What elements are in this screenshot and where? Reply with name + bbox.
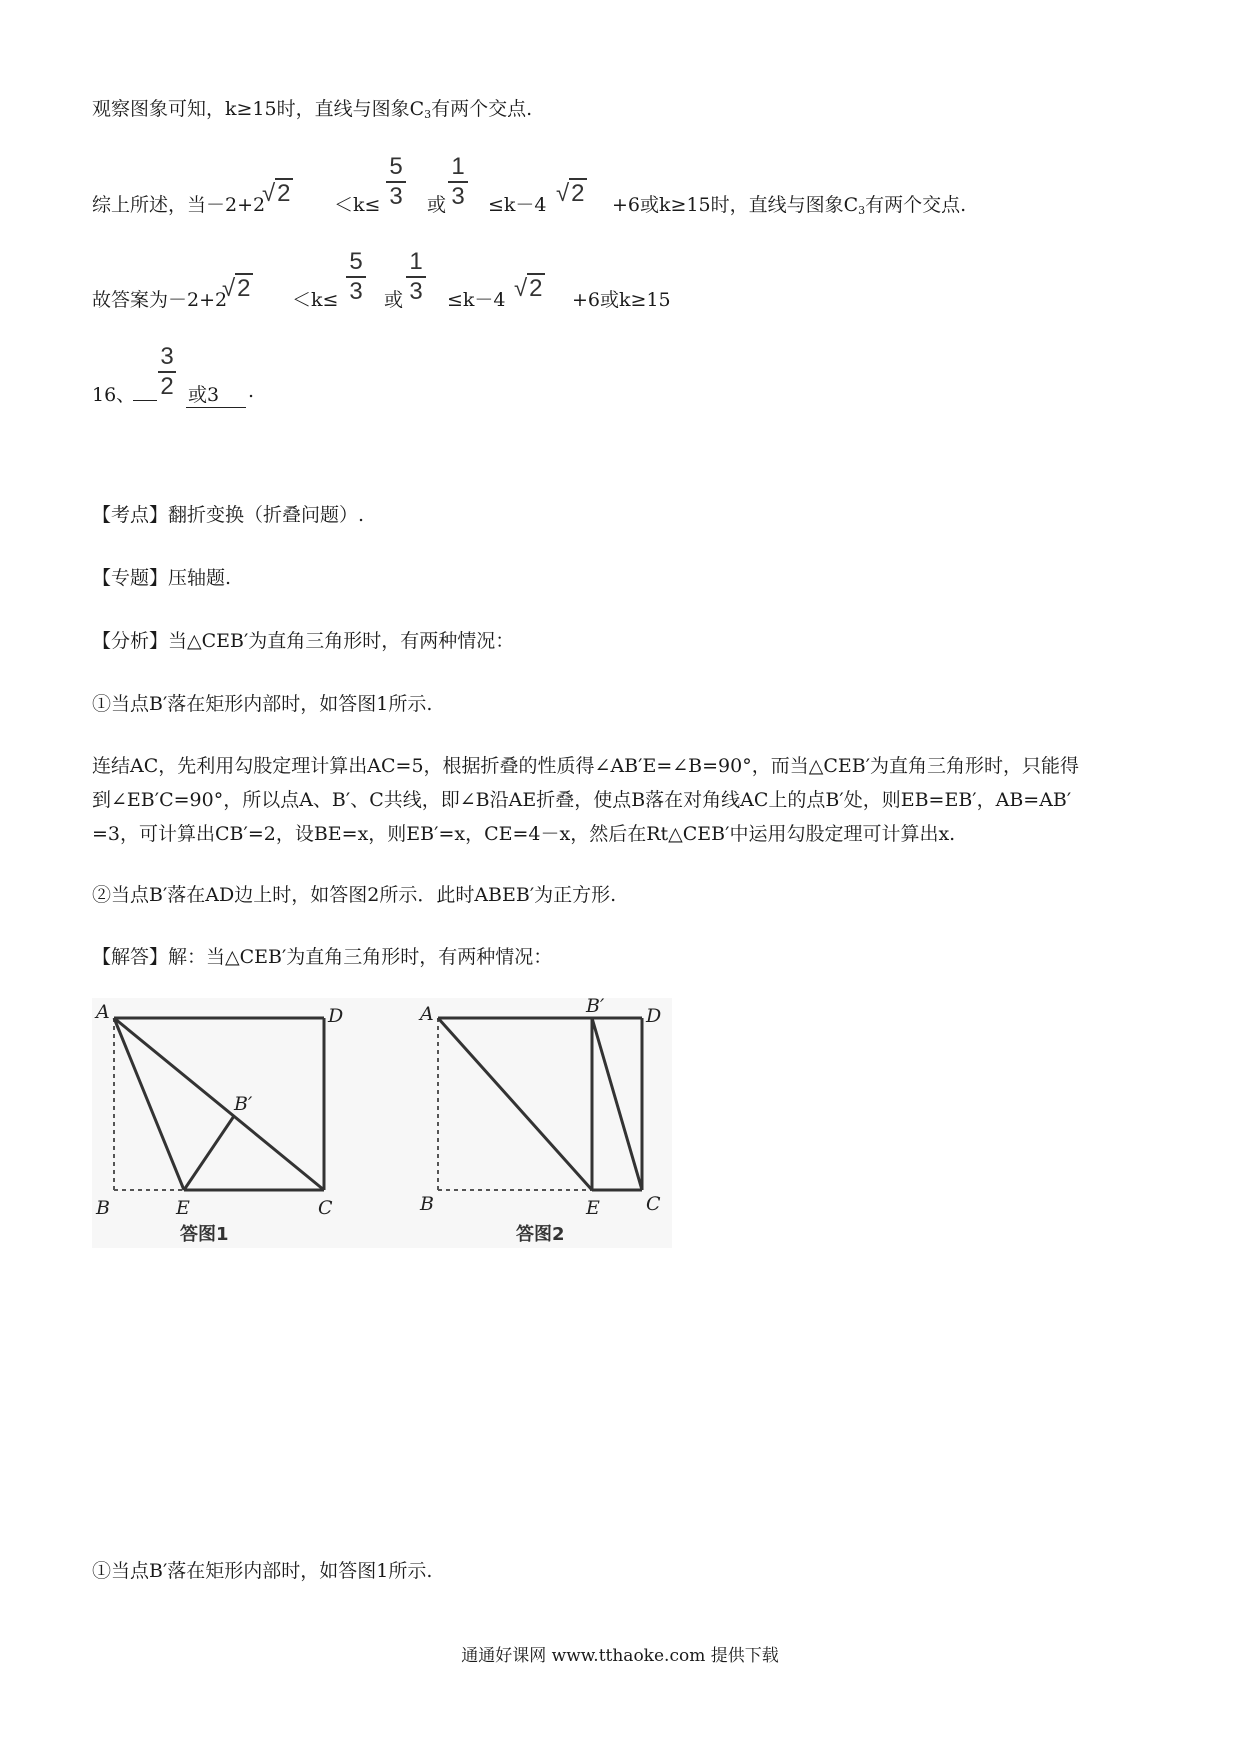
frac-den: 2 xyxy=(160,372,174,400)
answer-fraction-1 xyxy=(346,250,366,304)
fig2-label-C: C xyxy=(646,1193,661,1215)
fig2-label-D: D xyxy=(646,1005,662,1027)
case1-repeat-line: ①当点B′落在矩形内部时，如答图1所示. xyxy=(92,1560,433,1582)
fig2-label-Bprime: B′ xyxy=(586,998,605,1017)
answer-sqrt-value: 2 xyxy=(237,275,251,302)
answer-fraction-2 xyxy=(406,250,426,304)
fig1-label-B: B xyxy=(96,1197,110,1219)
page-footer: 通通好课网 www.tthaoke.com 提供下载 xyxy=(461,1646,779,1666)
frac-num: 1 xyxy=(451,153,465,180)
summary-le-k-minus: ≤k－4 xyxy=(488,194,547,216)
analysis-paragraph-line3: =3，可计算出CB′=2，设BE=x，则EB′=x，CE=4－x，然后在Rt△CEB′中运用勾股定理可计算出x. xyxy=(92,823,956,845)
summary-end: 有两个交点. xyxy=(865,194,967,216)
observe-tail: 有两个交点. xyxy=(431,98,533,120)
fig2-caption: 答图2 xyxy=(516,1224,565,1245)
summary-fraction-2 xyxy=(448,155,468,209)
jieda-line: 【解答】解：当△CEB′为直角三角形时，有两种情况： xyxy=(92,946,553,968)
case1-line: ①当点B′落在矩形内部时，如答图1所示. xyxy=(92,693,433,715)
answer-prefix: 故答案为－2+2 xyxy=(92,289,228,311)
q16-fraction xyxy=(158,345,176,399)
answer-sqrt: √2 xyxy=(222,275,251,302)
zhuanti-line: 【专题】压轴题. xyxy=(92,567,232,589)
kaodian-line: 【考点】翻折变换（折叠问题）. xyxy=(92,504,365,526)
analysis-paragraph-line2: 到∠EB′C=90°，所以点A、B′、C共线，即∠B沿AE折叠，使点B落在对角线AC上的点B′处，则EB=EB′，AB=AB′ xyxy=(92,789,1072,811)
frac-den: 3 xyxy=(389,182,403,210)
fig2-label-B: B xyxy=(420,1193,434,1215)
frac-num: 3 xyxy=(160,343,174,370)
q16-number: 16、 xyxy=(92,384,136,406)
summary-prefix: 综上所述，当－2+2 xyxy=(92,194,266,216)
q16-answer-tail: 或3 xyxy=(186,380,246,408)
summary-tail xyxy=(612,190,966,217)
fig1-label-C: C xyxy=(318,1197,333,1219)
fig1-label-Bprime: B′ xyxy=(234,1093,253,1115)
answer-sqrt-value-2: 2 xyxy=(529,275,543,302)
summary-lt-k-le: ＜k≤ xyxy=(334,194,381,216)
text-line-observe xyxy=(92,94,532,121)
summary-sqrt-2: √2 xyxy=(556,180,585,207)
observe-sub: 3 xyxy=(424,108,432,121)
answer-sqrt-2: √2 xyxy=(514,275,543,302)
fig2-label-A: A xyxy=(420,1003,434,1025)
fig1-label-D: D xyxy=(328,1005,344,1027)
frac-num: 1 xyxy=(409,248,423,275)
answer-or-1: 或 xyxy=(384,289,404,311)
q16-blank-underline xyxy=(133,380,157,401)
frac-den: 3 xyxy=(409,277,423,305)
fig2-label-E: E xyxy=(586,1197,600,1219)
summary-sub: 3 xyxy=(858,204,866,217)
summary-sqrt-value-2: 2 xyxy=(571,180,585,207)
answer-le-k-minus: ≤k－4 xyxy=(447,289,506,311)
summary-tail-text: +6或k≥15时，直线与图象C xyxy=(612,194,859,216)
answer-lt-k-le: ＜k≤ xyxy=(292,289,339,311)
summary-sqrt: √2 xyxy=(262,180,291,207)
frac-num: 5 xyxy=(389,153,403,180)
fig1-label-A: A xyxy=(96,1001,110,1023)
fig1-caption: 答图1 xyxy=(180,1224,229,1245)
summary-fraction-1 xyxy=(386,155,406,209)
figures-panel xyxy=(92,998,672,1248)
frac-den: 3 xyxy=(451,182,465,210)
summary-or-1: 或 xyxy=(427,194,447,216)
answer-tail: +6或k≥15 xyxy=(572,289,671,311)
fenxi-line: 【分析】当△CEB′为直角三角形时，有两种情况： xyxy=(92,630,515,652)
observe-text: 观察图象可知，k≥15时，直线与图象C xyxy=(92,98,425,120)
frac-num: 5 xyxy=(349,248,363,275)
fig1-label-E: E xyxy=(176,1197,190,1219)
frac-den: 3 xyxy=(349,277,363,305)
summary-sqrt-value: 2 xyxy=(277,180,291,207)
q16-period: . xyxy=(248,380,255,402)
analysis-paragraph-line1: 连结AC，先利用勾股定理计算出AC=5，根据折叠的性质得∠AB′E=∠B=90°，而当△CEB′为直角三角形时，只能得 xyxy=(92,755,1080,777)
case2-line: ②当点B′落在AD边上时，如答图2所示．此时ABEB′为正方形. xyxy=(92,884,617,906)
